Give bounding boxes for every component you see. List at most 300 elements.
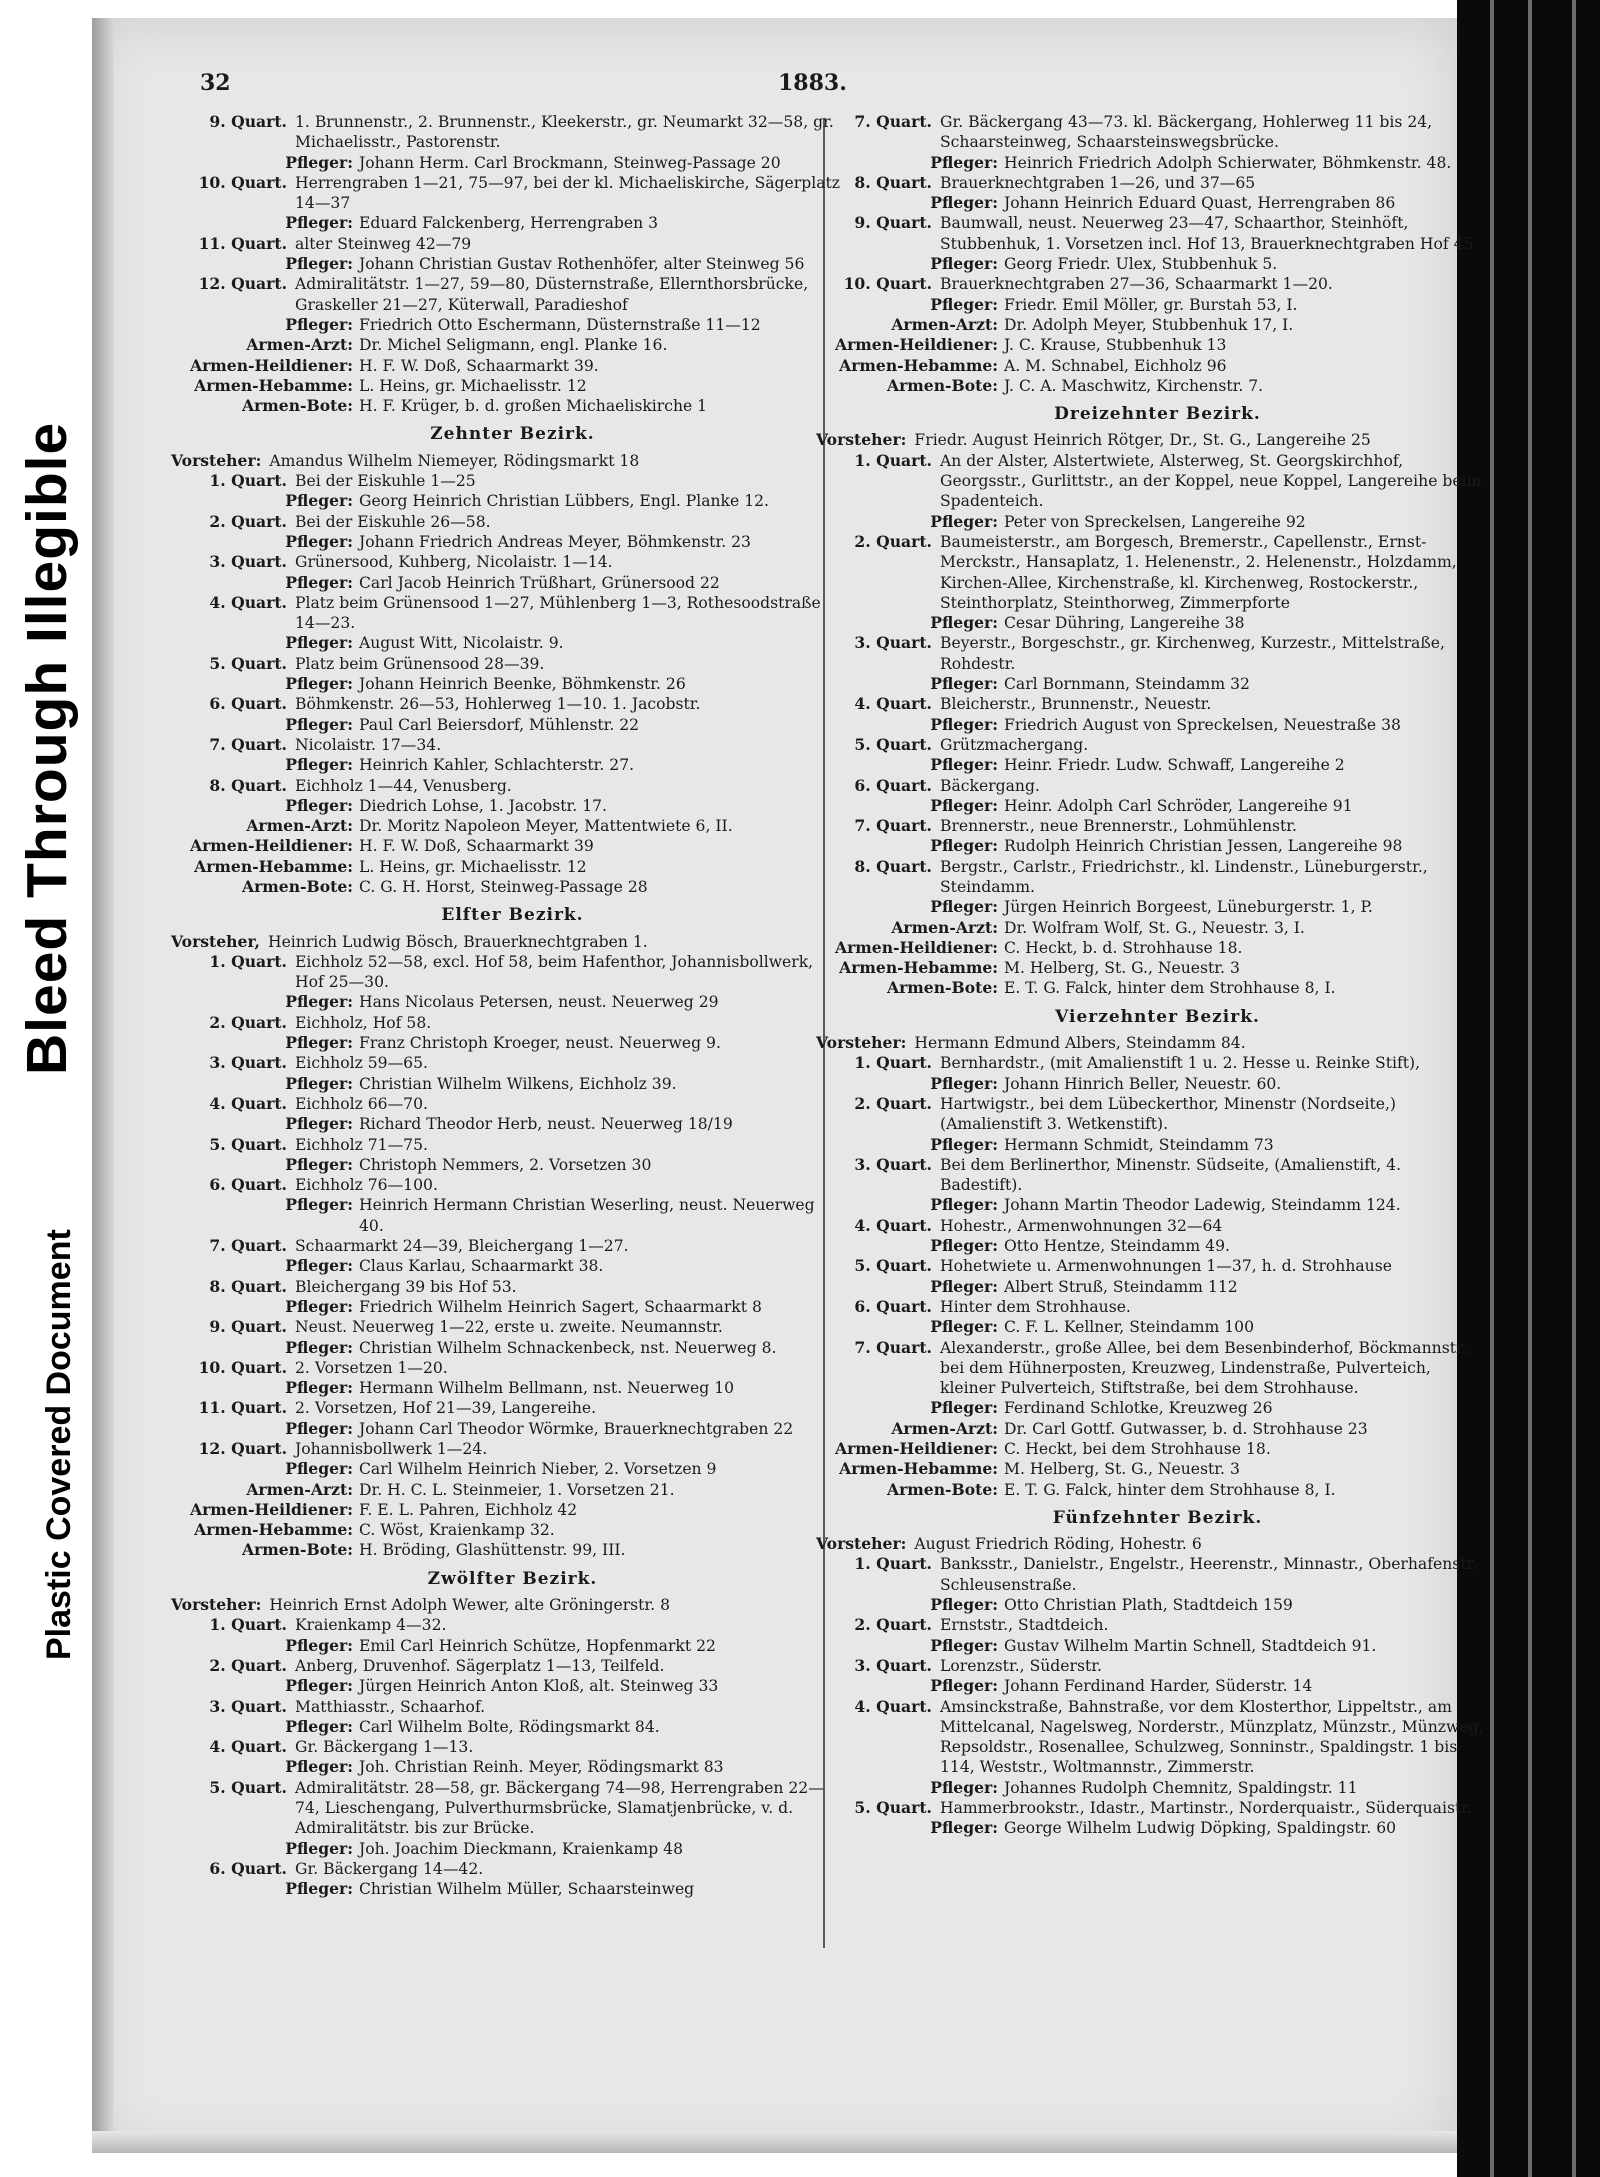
staff-row bbox=[830, 755, 1485, 775]
person-text: Diedrich Lohse, 1. Jacobstr. 17. bbox=[359, 796, 608, 815]
role-label: Pfleger: bbox=[930, 1398, 998, 1418]
quarter-label: 1. Quart. bbox=[209, 951, 287, 971]
person-text: Albert Struß, Steindamm 112 bbox=[1004, 1277, 1238, 1296]
person-text: Jürgen Heinrich Borgeest, Lüneburgerstr. 1, P. bbox=[1004, 898, 1373, 917]
role-label: Armen-Bote: bbox=[241, 876, 353, 896]
staff-row bbox=[830, 613, 1485, 633]
quarter-label: 5. Quart. bbox=[854, 1798, 932, 1818]
person-text: Heinrich Ernst Adolph Wewer, alte Gröningerstr. 8 bbox=[269, 1596, 670, 1615]
person-text: Heinrich Ludwig Bösch, Brauerknechtgraben 1. bbox=[267, 932, 648, 951]
role-label: Pfleger: bbox=[285, 992, 353, 1012]
staff-row bbox=[185, 1500, 840, 1520]
role-label: Pfleger: bbox=[285, 1757, 353, 1777]
district-chief-row bbox=[816, 1534, 1485, 1554]
person-text: Hans Nicolaus Petersen, neust. Neuerweg 29 bbox=[359, 993, 719, 1012]
streets-text: Eichholz 76—100. bbox=[295, 1176, 438, 1195]
person-text: E. T. G. Falck, hinter dem Strohhause 8, I. bbox=[1004, 979, 1336, 998]
quarter-label: 5. Quart. bbox=[854, 734, 932, 754]
streets-text: Herrengraben 1—21, 75—97, bei der kl. Michaeliskirche, Sägerplatz 14—37 bbox=[295, 173, 840, 213]
streets-text: Baumeisterstr., am Borgesch, Bremerstr., Capellenstr., Ernst-Merckstr., Hansaplatz, 1. Helenenstr., 2. Helenenstr., Holzdamm, Kirchen-Allee, Kirchenstraße, kl. Kirchenweg, Rostockerstr., Steinthorplatz, Steinthorweg, Zimmerpforte bbox=[940, 532, 1457, 612]
staff-row bbox=[830, 1074, 1485, 1094]
streets-text: 1. Brunnenstr., 2. Brunnenstr., Kleekerstr., gr. Neumarkt 32—58, gr. Michaelisstr., Pastorenstr. bbox=[295, 113, 834, 152]
streets-text: Eichholz 59—65. bbox=[295, 1054, 428, 1073]
streets-text: Platz beim Grünensood 28—39. bbox=[295, 654, 545, 673]
quarter-label: 6. Quart. bbox=[209, 1175, 287, 1195]
role-label: Armen-Arzt: bbox=[246, 816, 353, 836]
staff-row bbox=[185, 796, 840, 816]
person-text: Paul Carl Beiersdorf, Mühlenstr. 22 bbox=[359, 715, 640, 734]
streets-text: Hinter dem Strohhause. bbox=[940, 1297, 1131, 1316]
staff-row bbox=[830, 1277, 1485, 1297]
quarter-label: 8. Quart. bbox=[209, 1276, 287, 1296]
quarter-label: 10. Quart. bbox=[843, 274, 932, 294]
scan-border-stripe bbox=[1490, 0, 1494, 2177]
quarter-entry bbox=[185, 593, 840, 634]
person-text: A. M. Schnabel, Eichholz 96 bbox=[1004, 356, 1227, 375]
person-text: Carl Bornmann, Steindamm 32 bbox=[1004, 675, 1250, 694]
streets-text: Johannisbollwerk 1—24. bbox=[295, 1440, 488, 1458]
quarter-entry bbox=[185, 1094, 840, 1114]
role-label: Armen-Arzt: bbox=[891, 917, 998, 937]
person-text: J. C. A. Maschwitz, Kirchenstr. 7. bbox=[1004, 376, 1264, 395]
staff-row bbox=[830, 1236, 1485, 1256]
role-label: Pfleger: bbox=[285, 1459, 353, 1479]
quarter-label: 12. Quart. bbox=[198, 1439, 287, 1458]
quarter-entry bbox=[185, 112, 840, 153]
person-text: Joh. Christian Reinh. Meyer, Rödingsmarkt 83 bbox=[359, 1758, 724, 1777]
person-text: Cesar Dühring, Langereihe 38 bbox=[1004, 614, 1245, 633]
district-heading: Zehnter Bezirk. bbox=[430, 424, 595, 445]
role-label: Armen-Bote: bbox=[241, 396, 353, 416]
staff-row bbox=[830, 335, 1485, 355]
quarter-label: 7. Quart. bbox=[854, 816, 932, 836]
person-text: C. G. H. Horst, Steinweg-Passage 28 bbox=[359, 877, 648, 896]
streets-text: Brennerstr., neue Brennerstr., Lohmühlenstr. bbox=[940, 817, 1297, 836]
person-text: Peter von Spreckelsen, Langereihe 92 bbox=[1004, 512, 1306, 531]
staff-row bbox=[185, 1676, 840, 1696]
quarter-label: 4. Quart. bbox=[854, 1215, 932, 1235]
quarter-entry bbox=[185, 1277, 840, 1297]
person-text: Eduard Falckenberg, Herrengraben 3 bbox=[359, 214, 659, 233]
quarter-label: 12. Quart. bbox=[198, 274, 287, 294]
quarter-entry bbox=[830, 735, 1485, 755]
streets-text: alter Steinweg 42—79 bbox=[295, 234, 472, 253]
role-label: Armen-Hebamme: bbox=[839, 355, 998, 375]
streets-text: Grünersood, Kuhberg, Nicolaistr. 1—14. bbox=[295, 553, 613, 572]
staff-row bbox=[185, 491, 840, 511]
streets-text: Bleicherstr., Brunnenstr., Neuestr. bbox=[940, 695, 1212, 714]
quarter-entry bbox=[830, 1216, 1485, 1236]
streets-text: Brauerknechtgraben 27—36, Schaarmarkt 1—20. bbox=[940, 275, 1333, 294]
staff-row bbox=[185, 1636, 840, 1656]
staff-row bbox=[185, 153, 840, 173]
role-label: Pfleger: bbox=[285, 1378, 353, 1398]
person-text: Richard Theodor Herb, neust. Neuerweg 18/19 bbox=[359, 1115, 733, 1134]
streets-text: Kraienkamp 4—32. bbox=[295, 1616, 447, 1635]
quarter-entry bbox=[830, 532, 1485, 613]
quarter-label: 4. Quart. bbox=[209, 1737, 287, 1757]
streets-text: Eichholz 52—58, excl. Hof 58, beim Hafenthor, Johannisbollwerk, Hof 25—30. bbox=[295, 952, 814, 992]
role-label: Pfleger: bbox=[285, 531, 353, 551]
person-text: Johann Herm. Carl Brockmann, Steinweg-Passage 20 bbox=[359, 153, 781, 172]
person-text: Gustav Wilhelm Martin Schnell, Stadtdeich 91. bbox=[1004, 1636, 1377, 1655]
district-heading: Elfter Bezirk. bbox=[441, 905, 584, 926]
role-label: Pfleger: bbox=[930, 193, 998, 213]
role-label: Armen-Heildiener: bbox=[189, 1499, 353, 1519]
person-text: Carl Jacob Heinrich Trüßhart, Grünersood 22 bbox=[359, 573, 720, 592]
staff-row bbox=[830, 356, 1485, 376]
streets-text: Bei der Eiskuhle 1—25 bbox=[295, 472, 476, 491]
quarter-label: 2. Quart. bbox=[209, 1655, 287, 1675]
staff-row bbox=[185, 396, 840, 416]
quarter-entry bbox=[185, 1175, 840, 1195]
streets-text: Banksstr., Danielstr., Engelstr., Heerenstr., Minnastr., Oberhafenstr. Schleusenstraße. bbox=[940, 1555, 1478, 1594]
quarter-label: 2. Quart. bbox=[209, 1012, 287, 1032]
staff-row bbox=[185, 315, 840, 335]
staff-row bbox=[830, 958, 1485, 978]
role-label: Pfleger: bbox=[285, 152, 353, 172]
staff-row bbox=[185, 836, 840, 856]
quarter-entry bbox=[185, 1135, 840, 1155]
streets-text: Alexanderstr., große Allee, bei dem Besenbinderhof, Böckmannstr., bei dem Hühnerposten, Kreuzweg, Lindenstraße, Pulverteich, kleiner Pulverteich, Stiftstraße, bei dem Strohhause. bbox=[940, 1338, 1472, 1398]
role-label: Armen-Arzt: bbox=[891, 1418, 998, 1438]
staff-row bbox=[185, 1520, 840, 1540]
district-heading: Vierzehnter Bezirk. bbox=[1055, 1006, 1260, 1027]
person-text: Heinrich Friedrich Adolph Schierwater, Böhmkenstr. 48. bbox=[1004, 153, 1452, 172]
person-text: H. Bröding, Glashüttenstr. 99, III. bbox=[359, 1541, 626, 1560]
streets-text: Hartwigstr., bei dem Lübeckerthor, Minenstr (Nordseite,) (Amalienstift 3. Wetkenstift). bbox=[940, 1094, 1397, 1134]
person-text: August Witt, Nicolaistr. 9. bbox=[359, 634, 564, 653]
person-text: L. Heins, gr. Michaelisstr. 12 bbox=[359, 376, 587, 395]
quarter-entry bbox=[185, 1615, 840, 1635]
quarter-label: 8. Quart. bbox=[854, 856, 932, 876]
person-text: Hermann Edmund Albers, Steindamm 84. bbox=[914, 1034, 1246, 1053]
staff-row bbox=[830, 918, 1485, 938]
quarter-entry bbox=[830, 1094, 1485, 1135]
person-text: Johann Ferdinand Harder, Süderstr. 14 bbox=[1004, 1677, 1313, 1696]
quarter-label: 6. Quart. bbox=[209, 1858, 287, 1878]
scan-border-stripe bbox=[1572, 0, 1576, 2177]
quarter-label: 7. Quart. bbox=[854, 1337, 932, 1357]
streets-text: Bleichergang 39 bis Hof 53. bbox=[295, 1277, 517, 1296]
quarter-entry bbox=[185, 1859, 840, 1879]
quarter-label: 5. Quart. bbox=[854, 1256, 932, 1276]
role-label: Pfleger: bbox=[285, 1195, 353, 1215]
streets-text: Eichholz 71—75. bbox=[295, 1135, 428, 1154]
person-text: Dr. Adolph Meyer, Stubbenhuk 17, I. bbox=[1004, 315, 1294, 334]
staff-row bbox=[830, 1480, 1485, 1500]
quarter-entry bbox=[185, 1236, 840, 1256]
role-label: Pfleger: bbox=[930, 1276, 998, 1296]
staff-row bbox=[830, 254, 1485, 274]
person-text: Heinrich Hermann Christian Weserling, neust. Neuerweg 40. bbox=[359, 1196, 815, 1235]
quarter-label: 2. Quart. bbox=[854, 1615, 932, 1635]
staff-row bbox=[185, 816, 840, 836]
quarter-label: 6. Quart. bbox=[854, 1296, 932, 1316]
role-label: Pfleger: bbox=[930, 1676, 998, 1696]
staff-row bbox=[185, 1114, 840, 1134]
quarter-entry bbox=[830, 173, 1485, 193]
staff-row bbox=[185, 1879, 840, 1899]
quarter-entry bbox=[830, 1155, 1485, 1196]
staff-row bbox=[185, 1540, 840, 1560]
quarter-entry bbox=[830, 274, 1485, 294]
streets-text: Neust. Neuerweg 1—22, erste u. zweite. Neumannstr. bbox=[295, 1318, 723, 1337]
quarter-entry bbox=[185, 1778, 840, 1839]
quarter-entry bbox=[830, 633, 1485, 674]
person-text: J. C. Krause, Stubbenhuk 13 bbox=[1004, 336, 1227, 355]
staff-row bbox=[185, 877, 840, 897]
quarter-label: 1. Quart. bbox=[209, 471, 287, 491]
streets-text: Bei der Eiskuhle 26—58. bbox=[295, 512, 491, 531]
role-label: Pfleger: bbox=[930, 294, 998, 314]
quarter-entry bbox=[830, 1338, 1485, 1399]
page-header bbox=[200, 70, 1440, 100]
quarter-label: 1. Quart. bbox=[854, 1053, 932, 1073]
quarter-label: 8. Quart. bbox=[854, 172, 932, 192]
role-label: Pfleger: bbox=[285, 1838, 353, 1858]
staff-row bbox=[830, 295, 1485, 315]
person-text: Ferdinand Schlotke, Kreuzweg 26 bbox=[1004, 1399, 1273, 1418]
role-label: Armen-Heildiener: bbox=[834, 335, 998, 355]
person-text: M. Helberg, St. G., Neuestr. 3 bbox=[1004, 959, 1240, 978]
person-text: August Friedrich Röding, Hohestr. 6 bbox=[914, 1535, 1202, 1554]
streets-text: An der Alster, Alstertwiete, Alsterweg, St. Georgskirchhof, Georgsstr., Gurlittstr., an der Koppel, neue Koppel, Langereihe beim Spadenteich. bbox=[940, 451, 1482, 511]
person-text: H. F. W. Doß, Schaarmarkt 39 bbox=[359, 837, 594, 856]
staff-row bbox=[185, 376, 840, 396]
role-label: Pfleger: bbox=[930, 152, 998, 172]
role-label: Armen-Hebamme: bbox=[194, 375, 353, 395]
person-text: Johann Carl Theodor Wörmke, Brauerknechtgraben 22 bbox=[359, 1419, 794, 1438]
person-text: Johann Heinrich Eduard Quast, Herrengraben 86 bbox=[1004, 194, 1396, 213]
role-label: Pfleger: bbox=[285, 1879, 353, 1899]
staff-row bbox=[185, 573, 840, 593]
staff-row bbox=[185, 1459, 840, 1479]
person-text: Johann Christian Gustav Rothenhöfer, alter Steinweg 56 bbox=[359, 255, 805, 274]
page-number: 32 bbox=[200, 70, 231, 96]
quarter-entry bbox=[830, 1798, 1485, 1818]
quarter-label: 10. Quart. bbox=[198, 172, 287, 192]
person-text: Jürgen Heinrich Anton Kloß, alt. Steinweg 33 bbox=[359, 1677, 719, 1696]
role-label: Armen-Arzt: bbox=[246, 335, 353, 355]
streets-text: Anberg, Druvenhof. Sägerplatz 1—13, Teilfeld. bbox=[295, 1656, 665, 1675]
role-label: Pfleger: bbox=[930, 1635, 998, 1655]
role-label: Pfleger: bbox=[285, 491, 353, 511]
streets-text: Admiralitätstr. 1—27, 59—80, Düsternstraße, Ellernthorsbrücke, Graskeller 21—27, Küterwall, Paradieshof bbox=[295, 275, 809, 314]
streets-text: Matthiasstr., Schaarhof. bbox=[295, 1697, 486, 1716]
role-label: Pfleger: bbox=[285, 213, 353, 233]
person-text: Emil Carl Heinrich Schütze, Hopfenmarkt 22 bbox=[359, 1636, 716, 1655]
quarter-entry bbox=[830, 694, 1485, 714]
staff-row bbox=[830, 1818, 1485, 1838]
district-chief-row bbox=[816, 430, 1485, 450]
role-label: Armen-Bote: bbox=[886, 978, 998, 998]
person-text: Johannes Rudolph Chemnitz, Spaldingstr. 11 bbox=[1004, 1778, 1358, 1797]
staff-row bbox=[830, 1676, 1485, 1696]
quarter-entry bbox=[185, 1697, 840, 1717]
person-text: Johann Friedrich Andreas Meyer, Böhmkenstr. 23 bbox=[359, 532, 751, 551]
quarter-label: 3. Quart. bbox=[209, 1053, 287, 1073]
role-label: Pfleger: bbox=[930, 674, 998, 694]
role-label: Pfleger: bbox=[285, 755, 353, 775]
role-label: Armen-Hebamme: bbox=[839, 958, 998, 978]
quarter-entry bbox=[185, 234, 840, 254]
role-label: Armen-Arzt: bbox=[246, 1479, 353, 1499]
staff-row bbox=[830, 1135, 1485, 1155]
streets-text: Ernststr., Stadtdeich. bbox=[940, 1616, 1109, 1635]
quarter-entry bbox=[185, 173, 840, 214]
person-text: H. F. W. Doß, Schaarmarkt 39. bbox=[359, 356, 599, 375]
role-label: Pfleger: bbox=[930, 714, 998, 734]
quarter-entry bbox=[185, 1358, 840, 1378]
staff-row bbox=[830, 978, 1485, 998]
role-label: Armen-Hebamme: bbox=[194, 1520, 353, 1540]
quarter-entry bbox=[185, 274, 840, 315]
person-text: Christoph Nemmers, 2. Vorsetzen 30 bbox=[359, 1155, 652, 1174]
right-column bbox=[816, 112, 1485, 1962]
quarter-label: 3. Quart. bbox=[209, 552, 287, 572]
quarter-label: 2. Quart. bbox=[854, 1093, 932, 1113]
role-label: Pfleger: bbox=[285, 674, 353, 694]
staff-row bbox=[185, 1033, 840, 1053]
person-text: Heinr. Adolph Carl Schröder, Langereihe 91 bbox=[1004, 796, 1353, 815]
role-label: Pfleger: bbox=[930, 1818, 998, 1838]
quarter-entry bbox=[185, 735, 840, 755]
streets-text: Gr. Bäckergang 14—42. bbox=[295, 1859, 484, 1878]
quarter-entry bbox=[185, 1398, 840, 1418]
page-gutter-shadow bbox=[92, 18, 114, 2153]
quarter-entry bbox=[185, 1053, 840, 1073]
streets-text: Grützmachergang. bbox=[940, 735, 1089, 754]
staff-row bbox=[830, 938, 1485, 958]
person-text: Dr. H. C. L. Steinmeier, 1. Vorsetzen 21. bbox=[359, 1480, 675, 1499]
person-text: Franz Christoph Kroeger, neust. Neuerweg 9. bbox=[359, 1034, 721, 1053]
role-label: Pfleger: bbox=[285, 1033, 353, 1053]
staff-row bbox=[185, 335, 840, 355]
quarter-label: 1. Quart. bbox=[209, 1615, 287, 1635]
role-label: Pfleger: bbox=[930, 1317, 998, 1337]
quarter-label: 6. Quart. bbox=[854, 775, 932, 795]
role-label: Pfleger: bbox=[285, 1073, 353, 1093]
streets-text: 2. Vorsetzen 1—20. bbox=[295, 1358, 448, 1377]
quarter-label: 1. Quart. bbox=[854, 1554, 932, 1574]
quarter-label: 1. Quart. bbox=[854, 450, 932, 470]
person-text: Dr. Wolfram Wolf, St. G., Neuestr. 3, I. bbox=[1004, 918, 1305, 937]
role-label: Pfleger: bbox=[285, 1337, 353, 1357]
district-chief-row bbox=[171, 1595, 840, 1615]
person-text: Claus Karlau, Schaarmarkt 38. bbox=[359, 1257, 604, 1276]
streets-text: Baumwall, neust. Neuerweg 23—47, Schaarthor, Steinhöft, Stubbenhuk, 1. Vorsetzen incl. Hof 13, Brauerknechtgraben Hof 45 bbox=[940, 214, 1474, 253]
staff-row bbox=[830, 315, 1485, 335]
quarter-entry bbox=[185, 1439, 840, 1459]
staff-row bbox=[185, 532, 840, 552]
streets-text: Platz beim Grünensood 1—27, Mühlenberg 1—3, Rothesoodstraße 14—23. bbox=[295, 593, 821, 633]
staff-row bbox=[830, 897, 1485, 917]
role-label: Pfleger: bbox=[285, 1635, 353, 1655]
role-label: Pfleger: bbox=[285, 795, 353, 815]
staff-row bbox=[830, 1595, 1485, 1615]
staff-row bbox=[185, 1717, 840, 1737]
person-text: Carl Wilhelm Bolte, Rödingsmarkt 84. bbox=[359, 1717, 660, 1736]
quarter-label: 9. Quart. bbox=[854, 213, 932, 233]
person-text: C. Heckt, bei dem Strohhause 18. bbox=[1004, 1440, 1271, 1458]
streets-text: Hohestr., Armenwohnungen 32—64 bbox=[940, 1216, 1223, 1235]
staff-row bbox=[830, 153, 1485, 173]
staff-row bbox=[185, 254, 840, 274]
role-label: Pfleger: bbox=[930, 511, 998, 531]
quarter-entry bbox=[185, 952, 840, 993]
quarter-label: 4. Quart. bbox=[854, 694, 932, 714]
person-text: Heinr. Friedr. Ludw. Schwaff, Langereihe 2 bbox=[1004, 756, 1345, 775]
streets-text: Hammerbrookstr., Idastr., Martinstr., Norderquaistr., Süderquaistr. bbox=[940, 1799, 1472, 1818]
role-label: Pfleger: bbox=[285, 714, 353, 734]
person-text: Georg Heinrich Christian Lübbers, Engl. Planke 12. bbox=[359, 492, 769, 511]
quarter-label: 4. Quart. bbox=[209, 592, 287, 612]
quarter-label: 3. Quart. bbox=[854, 633, 932, 653]
role-label: Pfleger: bbox=[285, 1676, 353, 1696]
quarter-entry bbox=[185, 776, 840, 796]
streets-text: Schaarmarkt 24—39, Bleichergang 1—27. bbox=[295, 1237, 629, 1256]
role-label: Pfleger: bbox=[930, 1236, 998, 1256]
person-text: Hermann Wilhelm Bellmann, nst. Neuerweg 10 bbox=[359, 1379, 735, 1398]
staff-row bbox=[830, 376, 1485, 396]
staff-row bbox=[185, 213, 840, 233]
staff-row bbox=[830, 1778, 1485, 1798]
quarter-label: 8. Quart. bbox=[209, 775, 287, 795]
streets-text: Bernhardstr., (mit Amalienstift 1 u. 2. Hesse u. Reinke Stift), bbox=[940, 1054, 1421, 1073]
role-label: Pfleger: bbox=[930, 1134, 998, 1154]
role-label: Vorsteher: bbox=[816, 1534, 907, 1554]
staff-row bbox=[185, 1195, 840, 1236]
staff-row bbox=[185, 356, 840, 376]
role-label: Pfleger: bbox=[285, 1256, 353, 1276]
role-label: Vorsteher: bbox=[171, 450, 262, 470]
quarter-label: 9. Quart. bbox=[209, 1317, 287, 1337]
role-label: Pfleger: bbox=[285, 1154, 353, 1174]
quarter-entry bbox=[185, 471, 840, 491]
staff-row bbox=[185, 674, 840, 694]
quarter-label: 11. Quart. bbox=[198, 233, 287, 253]
role-label: Vorsteher: bbox=[171, 1595, 262, 1615]
person-text: Johann Heinrich Beenke, Böhmkenstr. 26 bbox=[359, 675, 686, 694]
role-label: Armen-Heildiener: bbox=[189, 836, 353, 856]
person-text: C. Wöst, Kraienkamp 32. bbox=[359, 1521, 555, 1540]
person-text: C. Heckt, b. d. Strohhause 18. bbox=[1004, 938, 1243, 957]
role-label: Pfleger: bbox=[930, 613, 998, 633]
role-label: Armen-Hebamme: bbox=[839, 1459, 998, 1479]
staff-row bbox=[830, 796, 1485, 816]
quarter-entry bbox=[830, 112, 1485, 153]
bleed-through-label: Bleed Through Illegible bbox=[15, 421, 79, 1075]
person-text: Carl Wilhelm Heinrich Nieber, 2. Vorsetzen 9 bbox=[359, 1460, 717, 1479]
person-text: Amandus Wilhelm Niemeyer, Rödingsmarkt 18 bbox=[269, 451, 640, 470]
streets-text: 2. Vorsetzen, Hof 21—39, Langereihe. bbox=[295, 1399, 597, 1418]
staff-row bbox=[185, 1419, 840, 1439]
staff-row bbox=[830, 193, 1485, 213]
role-label: Armen-Heildiener: bbox=[189, 355, 353, 375]
plastic-covered-label: Plastic Covered Document bbox=[40, 1229, 78, 1660]
streets-text: Böhmkenstr. 26—53, Hohlerweg 1—10. 1. Jacobstr. bbox=[295, 695, 701, 714]
role-label: Pfleger: bbox=[285, 1296, 353, 1316]
role-label: Armen-Arzt: bbox=[891, 314, 998, 334]
role-label: Pfleger: bbox=[930, 755, 998, 775]
staff-row bbox=[830, 1439, 1485, 1459]
streets-text: Gr. Bäckergang 43—73. kl. Bäckergang, Hohlerweg 11 bis 24, Schaarsteinweg, Schaarsteinswegsbrücke. bbox=[940, 113, 1433, 152]
role-label: Pfleger: bbox=[285, 254, 353, 274]
streets-text: Nicolaistr. 17—34. bbox=[295, 735, 442, 754]
role-label: Pfleger: bbox=[285, 633, 353, 653]
role-label: Pfleger: bbox=[285, 1418, 353, 1438]
